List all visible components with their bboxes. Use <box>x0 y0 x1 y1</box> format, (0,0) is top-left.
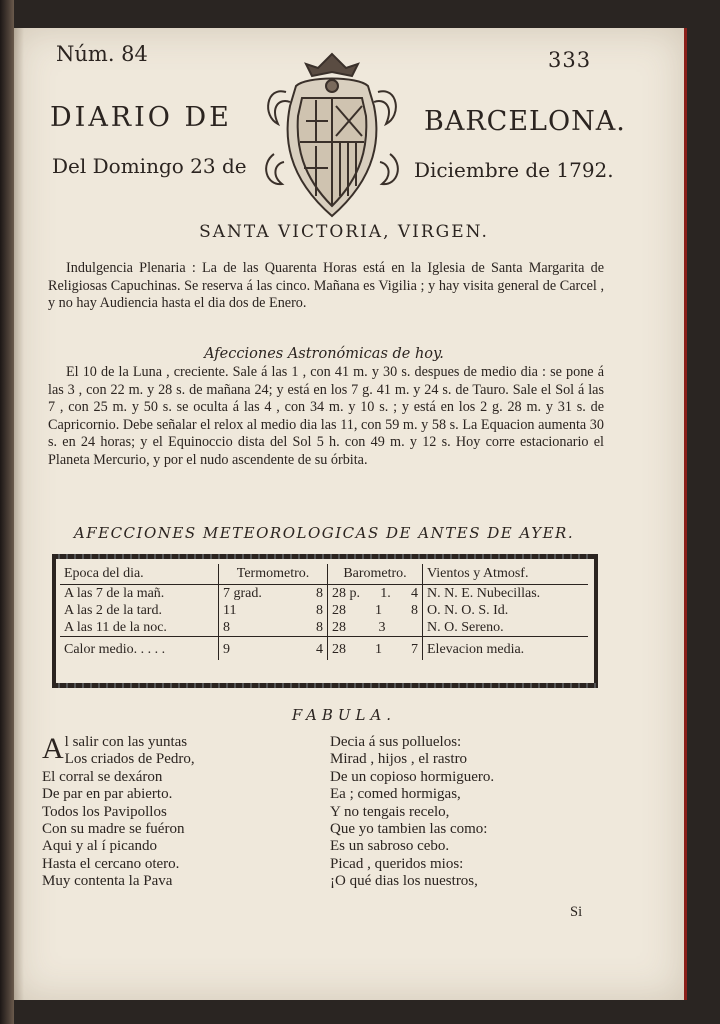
verse-line: Todos los Pavipollos <box>42 803 167 820</box>
verse-line: El corral se dexáron <box>42 768 163 785</box>
col-barometro: Barometro. <box>328 564 423 585</box>
fable-column-left <box>42 734 322 891</box>
astronomical-heading: Afecciones Astronómicas de hoy. <box>204 346 444 362</box>
cell-baro-p: 28 <box>332 603 346 618</box>
cell-baro-p: 28 p. <box>332 586 360 601</box>
date-line-left: Del Domingo 23 de <box>52 154 247 178</box>
cell-term-frac: 8 <box>316 620 323 635</box>
cell-baro-frac: 7 <box>411 642 418 657</box>
weather-table-frame <box>52 554 598 688</box>
saint-of-the-day: SANTA VICTORIA, VIRGEN. <box>199 222 489 242</box>
verse-line: De un copioso hormiguero. <box>330 768 495 785</box>
astronomical-text: El 10 de la Luna , creciente. Sale á las 1 , con 41 m. y 30 s. despues de medio dia : se pone á las 3 , con 22 m. y 28 s. de mañana 24; y está en los 7 g. 41 m. y 24 s. de Tauro. Sale el Sol á las 7 , con 25 m. y 50 s. se oculta á las 4 , con 34 m. y 10 s. ; y está en los 2 g. 28 m. y 31 s. de Capricornio. Debe señalar el relox al medio dia las 11, con 59 m. y 58 s. La Equacion aumenta 30 s. en 24 horas; y el Equinoccio dista del Sol 5 h. con 49 m. y 12 s. Hoy corre estacionario el Planeta Mercurio, y por el nudo ascendente de su órbita. <box>48 364 604 468</box>
cell-term-grad: 7 grad. <box>223 586 262 601</box>
fable-heading: FABULA. <box>291 706 397 724</box>
verse-line: ¡O qué dias los nuestros, <box>330 873 478 890</box>
weather-table <box>60 564 588 660</box>
barcelona-coat-of-arms-icon <box>256 46 408 224</box>
cell-vientos: N. O. Sereno. <box>427 620 504 635</box>
verse-line: Muy contenta la Pava <box>42 873 173 890</box>
verse-line: Hasta el cercano otero. <box>42 855 180 872</box>
cell-epoca: A las 7 de la mañ. <box>60 585 219 603</box>
verse-text: l salir con las yuntas <box>64 734 188 750</box>
cell-epoca: A las 11 de la noc. <box>60 619 219 637</box>
verse-line: Aqui y al í picando <box>42 838 157 855</box>
table-summary-row <box>60 637 588 661</box>
table-row <box>60 619 588 637</box>
cell-baro-p: 28 <box>332 642 346 657</box>
fable-column-right <box>330 734 630 891</box>
masthead-title-right: BARCELONA. <box>424 106 626 137</box>
cell-term-grad: 11 <box>223 603 237 618</box>
verse-line: Es un sabroso cebo. <box>330 838 450 855</box>
col-vientos: Vientos y Atmosf. <box>423 564 589 585</box>
col-termometro: Termometro. <box>219 564 328 585</box>
meteorological-heading: AFECCIONES METEOROLOGICAS DE ANTES DE AYER. <box>73 524 575 542</box>
verse-line: Mirad , hijos , el rastro <box>330 751 468 768</box>
table-row <box>60 602 588 619</box>
date-line-right: Diciembre de 1792. <box>414 158 614 182</box>
book-spine <box>0 0 14 1024</box>
catchword: Si <box>570 904 583 920</box>
verse-line: Los criados de Pedro, <box>64 751 195 768</box>
cell-term-grad: 9 <box>223 642 230 657</box>
cell-baro-l: 3 <box>378 620 386 635</box>
verse-line: Ea ; comed hormigas, <box>330 786 461 803</box>
table-bottom-rule <box>52 683 598 688</box>
cell-baro-p: 28 <box>332 620 346 635</box>
table-left-rule <box>52 554 56 688</box>
newspaper-page <box>14 28 687 1000</box>
cell-baro-l: 1 <box>375 603 382 618</box>
table-header-row <box>60 564 588 585</box>
cell-term-frac: 4 <box>316 642 323 657</box>
verse-line: De par en par abierto. <box>42 786 173 803</box>
cell-baro-frac: 4 <box>411 586 418 601</box>
table-right-rule <box>594 554 598 688</box>
verse-line: Y no tengais recelo, <box>330 803 450 820</box>
cell-epoca: Calor medio. . . . . <box>60 637 219 661</box>
indulgence-notice: Indulgencia Plenaria : La de las Quarenta Horas está en la Iglesia de Santa Margarita de Religiosas Capuchinas. Se reserva á las cinco. Mañana es Vigilia ; y hay visita general de Carcel , y no hay Audiencia hasta el dia dos de Enero. <box>48 260 604 312</box>
cell-epoca: A las 2 de la tard. <box>60 602 219 619</box>
cell-vientos: Elevacion media. <box>423 637 589 661</box>
cell-term-frac: 8 <box>316 586 323 601</box>
drop-cap: A <box>42 732 64 765</box>
cell-baro-frac: 8 <box>411 603 418 618</box>
cell-baro-l: 1 <box>375 642 382 657</box>
cell-baro-l: 1. <box>380 586 391 601</box>
cell-term-grad: 8 <box>223 620 230 635</box>
masthead-title-left: DIARIO DE <box>50 102 232 133</box>
verse-line: Picad , queridos mios: <box>330 855 464 872</box>
table-top-rule <box>52 554 598 559</box>
issue-number: Núm. 84 <box>56 42 148 66</box>
cell-vientos: O. N. O. S. Id. <box>427 603 509 618</box>
verse-line: Con su madre se fuéron <box>42 821 185 838</box>
table-row <box>60 585 588 603</box>
cell-term-frac: 8 <box>316 603 323 618</box>
col-epoca: Epoca del dia. <box>60 564 219 585</box>
page-number: 333 <box>548 48 592 72</box>
verse-line: Decia á sus polluelos: <box>330 734 462 750</box>
cell-vientos: N. N. E. Nubecillas. <box>427 586 541 601</box>
verse-line: Que yo tambien las como: <box>330 821 488 838</box>
